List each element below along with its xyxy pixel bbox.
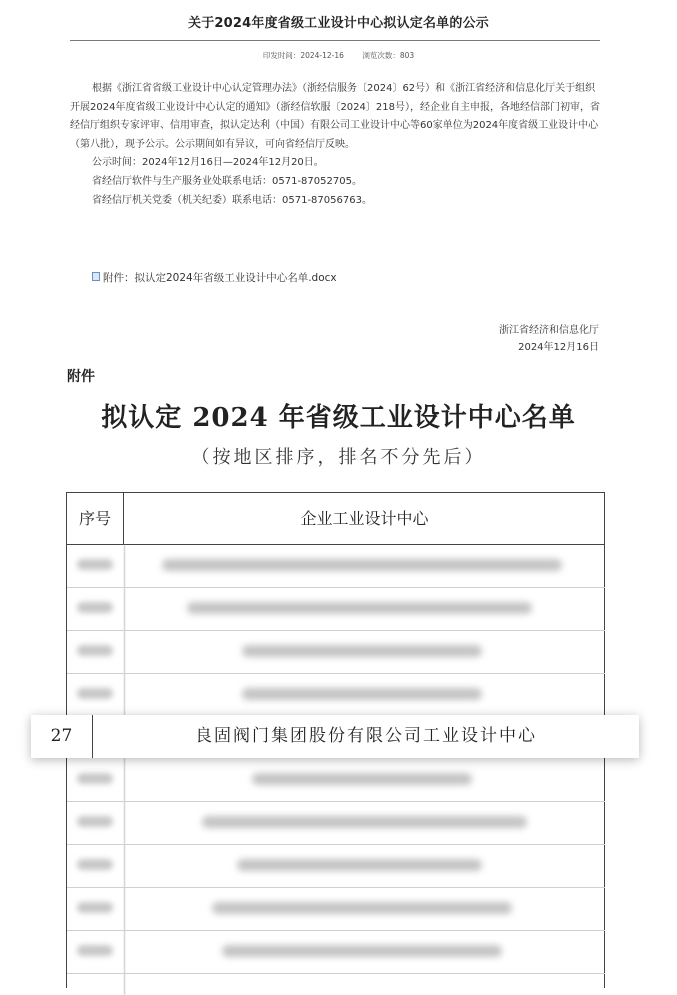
highlighted-table-row [31,715,639,758]
signature-date: 2024年12月16日 [518,342,599,353]
blurred-name [212,902,512,914]
blurred-name [162,559,562,571]
notice-body [70,80,600,210]
blurred-seq [77,902,113,913]
blurred-table-row [67,931,605,974]
notice-meta [0,50,677,61]
attachment-label[interactable]: 附件：拟认定2024年省级工业设计中心名单.docx [103,272,337,284]
blurred-name [202,816,527,828]
blurred-table-row [67,631,605,674]
list-subtitle: （按地区排序，排名不分先后） [191,447,486,468]
blurred-table-row [67,588,605,631]
attachment-heading: 附件 [67,369,95,385]
blurred-seq [77,602,113,613]
publish-date: 印发时间：2024-12-16 [262,51,344,60]
contact-line-party: 省经信厅机关党委（机关纪委）联系电话：0571-87056763。 [92,194,372,206]
blurred-table-row [67,674,605,717]
attachment-link[interactable] [92,270,337,285]
highlighted-company-name: 良固阀门集团股份有限公司工业设计中心 [195,726,537,746]
blurred-name [187,602,532,614]
signature-org: 浙江省经济和信息化厅 [499,325,599,336]
blurred-name [237,859,482,871]
highlighted-seq: 27 [31,715,93,758]
blurred-seq [77,859,113,870]
signature-block [499,322,599,356]
body-paragraph: 根据《浙江省省级工业设计中心认定管理办法》（浙经信服务〔2024〕62号）和《浙江省经济和信息化厅关于组织开展2024年度省级工业设计中心认定的通知》（浙经信软服〔2024〕218号），经企业自主申报，各地经信部门初审，省经信厅组织专家评审、信用审查，拟认定达利（中国）有限公司工业设计中心等60家单位为2024年度省级工业设计中心（第八批），现予公示。公示期间如有异议，可向省经信厅反映。 [70,83,600,150]
blurred-table-row [67,845,605,888]
blurred-seq [77,688,113,699]
period-line: 公示时间：2024年12月16日—2024年12月20日。 [92,157,324,169]
blurred-name [242,688,482,700]
contact-line-software: 省经信厅软件与生产服务业处联系电话：0571-87052705。 [92,175,362,187]
blurred-name [222,945,502,957]
list-title: 拟认定 2024 年省级工业设计中心名单 [101,403,576,433]
blurred-seq [77,645,113,656]
blurred-name [242,645,482,657]
blurred-name [252,773,472,785]
blurred-table-row [67,888,605,931]
blurred-seq [77,816,113,827]
blurred-seq [77,559,113,570]
blurred-table-row [67,802,605,845]
column-header-name: 企业工业设计中心 [124,493,605,545]
blurred-seq [77,945,113,956]
title-divider [70,40,600,41]
column-header-seq: 序号 [67,493,124,545]
blurred-seq [77,773,113,784]
notice-title: 关于2024年度省级工业设计中心拟认定名单的公示 [188,16,489,31]
view-count: 浏览次数：803 [362,51,415,60]
blurred-table-row [67,545,605,588]
docx-file-icon [92,272,100,281]
blurred-table-row [67,759,605,802]
